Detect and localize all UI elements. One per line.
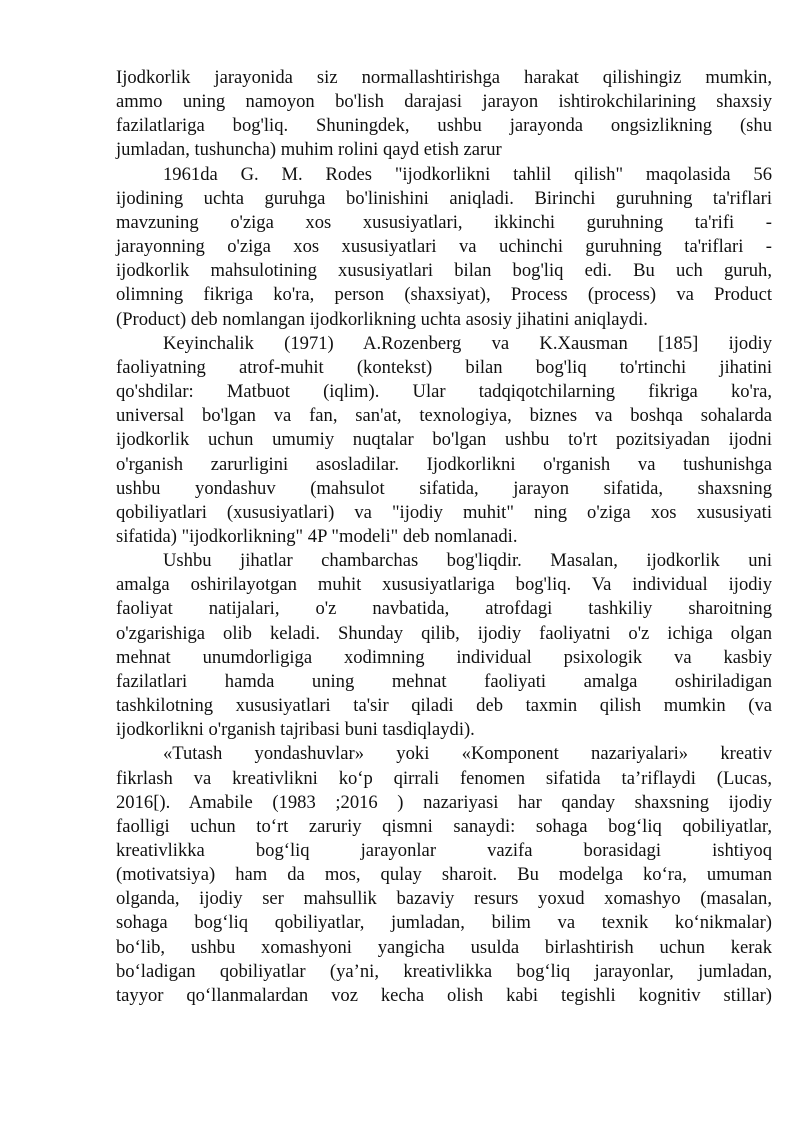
text-line: bo‘lib, ushbu xomashyoni yangicha usulda birlashtirish uchun kerak <box>116 936 772 958</box>
text-line: 2016[). Amabile (1983 ;2016 ) nazariyasi har qanday shaxsning ijodiy <box>116 791 772 813</box>
text-line: mehnat unumdorligiga xodimning individual psixologik va kasbiy <box>116 646 772 668</box>
paragraph <box>116 549 772 742</box>
document-page <box>116 66 772 1008</box>
text-line: sohaga bog‘liq qobiliyatlar, jumladan, bilim va texnik ko‘nikmalar) <box>116 912 772 934</box>
text-line: ijodkorlik mahsulotining xususiyatlari bilan bog'liq edi. Bu uch guruh, <box>116 260 772 282</box>
text-line: ijodining uchta guruhga bo'linishini aniqladi. Birinchi guruhning ta'riflari <box>116 187 772 209</box>
text-line: sifatida) "ijodkorlikning" 4P "modeli" deb nomlanadi. <box>116 525 518 547</box>
text-line: tashkilotning xususiyatlari ta'sir qiladi deb taxmin qilish mumkin (va <box>116 695 772 717</box>
text-line: «Tutash yondashuvlar» yoki «Komponent nazariyalari» kreativ <box>163 743 772 765</box>
text-line: Ushbu jihatlar chambarchas bog'liqdir. Masalan, ijodkorlik uni <box>163 550 772 572</box>
text-line: fikrlash va kreativlikni ko‘p qirrali fenomen sifatida ta’riflaydi (Lucas, <box>116 767 772 789</box>
text-line: fazilatlariga bog'liq. Shuningdek, ushbu jarayonda ongsizlikning (shu <box>116 115 772 137</box>
text-line: ushbu yondashuv (mahsulot sifatida, jarayon sifatida, shaxsning <box>116 477 772 499</box>
text-line: olganda, ijodiy ser mahsullik bazaviy resurs yoxud xomashyo (masalan, <box>116 888 772 910</box>
text-line: mavzuning o'ziga xos xususiyatlari, ikkinchi guruhning ta'rifi - <box>116 211 772 233</box>
text-line: (Product) deb nomlangan ijodkorlikning uchta asosiy jihatini aniqlaydi. <box>116 308 648 330</box>
text-line: faoliyatning atrof-muhit (kontekst) bilan bog'liq to'rtinchi jihatini <box>116 356 772 378</box>
text-line: o'rganish zarurligini asosladilar. Ijodkorlikni o'rganish va tushunishga <box>116 453 772 475</box>
text-line: ijodkorlikni o'rganish tajribasi buni tasdiqlaydi). <box>116 719 475 741</box>
paragraph <box>116 332 772 549</box>
text-line: ijodkorlik uchun umumiy nuqtalar bo'lgan ushbu to'rt pozitsiyadan ijodni <box>116 429 772 451</box>
text-line: Ijodkorlik jarayonida siz normallashtirishga harakat qilishingiz mumkin, <box>116 67 772 88</box>
text-line: faolligi uchun to‘rt zaruriy qismni sanaydi: sohaga bog‘liq qobiliyatlar, <box>116 815 772 837</box>
text-line: bo‘ladigan qobiliyatlar (ya’ni, kreativlikka bog‘liq jarayonlar, jumladan, <box>116 960 772 982</box>
paragraph <box>116 163 772 332</box>
text-line: olimning fikriga ko'ra, person (shaxsiyat), Process (process) va Product <box>116 284 772 306</box>
paragraph <box>116 66 772 163</box>
text-line: jumladan, tushuncha) muhim rolini qayd etish zarur <box>116 139 502 161</box>
text-line: jarayonning o'ziga xos xususiyatlari va uchinchi guruhning ta'riflari - <box>116 236 772 258</box>
text-line: (motivatsiya) ham da mos, qulay sharoit. Bu modelga ko‘ra, umuman <box>116 864 772 886</box>
text-line: 1961da G. M. Rodes "ijodkorlikni tahlil qilish" maqolasida 56 <box>163 163 772 185</box>
text-line: universal bo'lgan va fan, san'at, texnologiya, biznes va boshqa sohalarda <box>116 405 772 427</box>
text-line: amalga oshirilayotgan muhit xususiyatlariga bog'liq. Va individual ijodiy <box>116 574 772 596</box>
paragraph <box>116 742 772 1008</box>
text-line: qobiliyatlari (xususiyatlari) va "ijodiy muhit" ning o'ziga xos xususiyati <box>116 501 772 523</box>
text-line: Keyinchalik (1971) A.Rozenberg va K.Xausman [185] ijodiy <box>163 332 772 354</box>
text-line: qo'shdilar: Matbuot (iqlim). Ular tadqiqotchilarning fikriga ko'ra, <box>116 381 772 403</box>
text-line: tayyor qo‘llanmalardan voz kecha olish kabi tegishli kognitiv stillar) <box>116 984 772 1006</box>
text-line: faoliyat natijalari, o'z navbatida, atrofdagi tashkiliy sharoitning <box>116 598 772 620</box>
text-line: o'zgarishiga olib keladi. Shunday qilib, ijodiy faoliyatni o'z ichiga olgan <box>116 622 772 644</box>
text-line: ammo uning namoyon bo'lish darajasi jarayon ishtirokchilarining shaxsiy <box>116 91 772 113</box>
text-line: kreativlikka bog‘liq jarayonlar vazifa borasidagi ishtiyoq <box>116 840 772 861</box>
text-line: fazilatlari hamda uning mehnat faoliyati amalga oshiriladigan <box>116 670 772 692</box>
